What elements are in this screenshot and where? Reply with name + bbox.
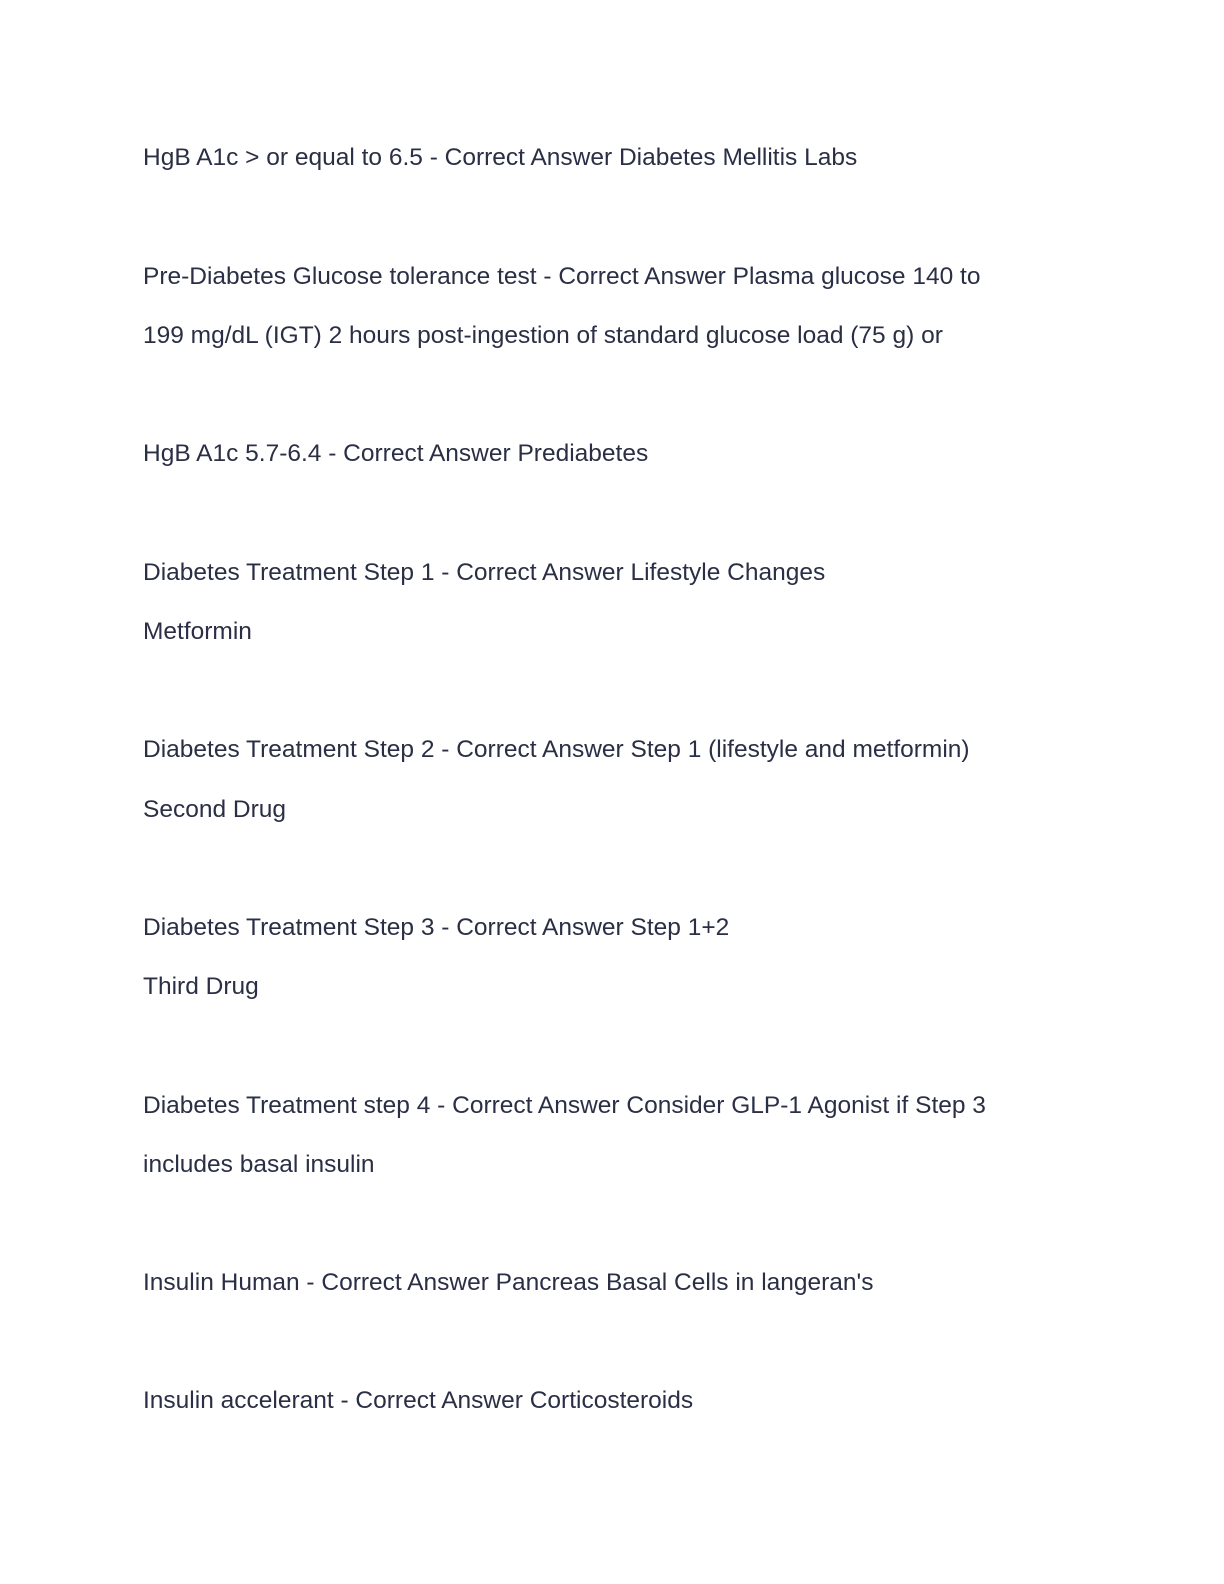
entry-line: HgB A1c > or equal to 6.5 - Correct Answer Diabetes Mellitis Labs: [143, 144, 858, 171]
entry-line: Diabetes Treatment step 4 - Correct Answer Consider GLP-1 Agonist if Step 3: [143, 1092, 986, 1119]
entry-line: Metformin: [143, 618, 252, 645]
entry-line: Diabetes Treatment Step 2 - Correct Answer Step 1 (lifestyle and metformin): [143, 736, 970, 763]
entry-line: Pre-Diabetes Glucose tolerance test - Correct Answer Plasma glucose 140 to: [143, 263, 981, 290]
entry-line: includes basal insulin: [143, 1151, 375, 1178]
entry-line: Diabetes Treatment Step 1 - Correct Answer Lifestyle Changes: [143, 559, 826, 586]
entry-line: Insulin Human - Correct Answer Pancreas Basal Cells in langeran's: [143, 1269, 874, 1296]
entry-line: HgB A1c 5.7-6.4 - Correct Answer Prediabetes: [143, 440, 649, 467]
entry-line: Insulin accelerant - Correct Answer Corticosteroids: [143, 1387, 694, 1414]
entry-line: Diabetes Treatment Step 3 - Correct Answer Step 1+2: [143, 914, 730, 941]
entry-line: Third Drug: [143, 973, 259, 1000]
entry-line: Second Drug: [143, 796, 287, 823]
entry-line: 199 mg/dL (IGT) 2 hours post-ingestion of standard glucose load (75 g) or: [143, 322, 943, 349]
